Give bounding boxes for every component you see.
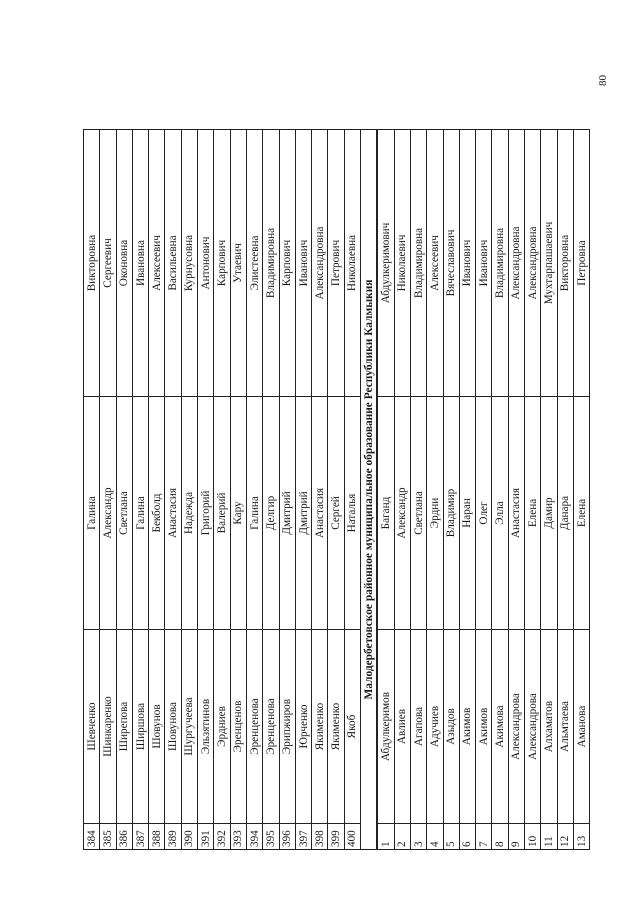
table-row: [476, 130, 492, 850]
patronymic-cell: Курнусовна: [181, 130, 197, 397]
patronymic-cell: Антонович: [198, 130, 214, 397]
first-name-cell: Светлана: [116, 397, 132, 630]
table-row: [328, 130, 344, 850]
first-name-cell: Григорий: [198, 397, 214, 630]
surname-cell: Алхаматов: [541, 630, 557, 824]
row-number: 387: [132, 824, 148, 850]
table-row: [508, 130, 524, 850]
table-row: [132, 130, 148, 850]
patronymic-cell: Оконовна: [116, 130, 132, 397]
patronymic-cell: Владимировна: [492, 130, 508, 397]
row-number: 397: [295, 824, 311, 850]
table-row: [263, 130, 279, 850]
table-row: [116, 130, 132, 850]
table-row: [394, 130, 410, 850]
patronymic-cell: Вячеславович: [443, 130, 459, 397]
patronymic-cell: Элистеевна: [246, 130, 262, 397]
row-number: 9: [508, 824, 524, 850]
row-number: 391: [198, 824, 214, 850]
patronymic-cell: Николаевна: [344, 130, 360, 397]
first-name-cell: Елена: [525, 397, 541, 630]
first-name-cell: Кару: [230, 397, 246, 630]
surname-cell: Эренценова: [263, 630, 279, 824]
row-number: 388: [149, 824, 165, 850]
patronymic-cell: Петрович: [328, 130, 344, 397]
table-row: [377, 130, 394, 850]
first-name-cell: Баганд: [377, 397, 394, 630]
patronymic-cell: Александровна: [312, 130, 328, 397]
surname-cell: Ширепова: [116, 630, 132, 824]
first-name-cell: Эрдни: [427, 397, 443, 630]
surname-cell: Шевченко: [84, 630, 100, 824]
row-number: 12: [557, 824, 573, 850]
patronymic-cell: Абдулкеримович: [377, 130, 394, 397]
table-row: [295, 130, 311, 850]
section-title: Малодербетовское районное муниципальное образование Республики Калмыкия: [361, 130, 378, 850]
row-number: 390: [181, 824, 197, 850]
table-row: [410, 130, 426, 850]
patronymic-cell: Сергеевич: [100, 130, 116, 397]
section-row: [361, 130, 378, 850]
table-row: [246, 130, 262, 850]
row-number: 394: [246, 824, 262, 850]
patronymic-cell: Петровна: [573, 130, 589, 397]
surname-cell: Эрипжиров: [279, 630, 295, 824]
surname-cell: Юрченко: [295, 630, 311, 824]
first-name-cell: Галина: [246, 397, 262, 630]
patronymic-cell: Викторовна: [84, 130, 100, 397]
first-name-cell: Владимир: [443, 397, 459, 630]
surname-cell: Адучиев: [427, 630, 443, 824]
row-number: 396: [279, 824, 295, 850]
table-row: [230, 130, 246, 850]
first-name-cell: Светлана: [410, 397, 426, 630]
surname-cell: Александрова: [508, 630, 524, 824]
surname-cell: Акимова: [492, 630, 508, 824]
table-row: [525, 130, 541, 850]
table-row: [181, 130, 197, 850]
table-row: [84, 130, 100, 850]
first-name-cell: Данара: [557, 397, 573, 630]
patronymic-cell: Иванович: [459, 130, 475, 397]
first-name-cell: Наталья: [344, 397, 360, 630]
patronymic-cell: Ивановна: [132, 130, 148, 397]
surname-cell: Ширшова: [132, 630, 148, 824]
first-name-cell: Валерий: [214, 397, 230, 630]
first-name-cell: Елена: [573, 397, 589, 630]
surname-cell: Шинкаренко: [100, 630, 116, 824]
surname-cell: Абдулкеримов: [377, 630, 394, 824]
row-number: 400: [344, 824, 360, 850]
row-number: 5: [443, 824, 459, 850]
row-number: 384: [84, 824, 100, 850]
first-name-cell: Александр: [394, 397, 410, 630]
surname-cell: Азыдов: [443, 630, 459, 824]
patronymic-cell: Алексеевич: [427, 130, 443, 397]
surname-cell: Шургучеева: [181, 630, 197, 824]
surname-cell: Эренценова: [246, 630, 262, 824]
table-row: [165, 130, 181, 850]
first-name-cell: Делгир: [263, 397, 279, 630]
patronymic-cell: Васильевна: [165, 130, 181, 397]
surname-cell: Акимов: [459, 630, 475, 824]
section-header-body: [361, 130, 378, 850]
first-name-cell: Александр: [100, 397, 116, 630]
first-name-cell: Наран: [459, 397, 475, 630]
first-name-cell: Галина: [84, 397, 100, 630]
surname-cell: Якименко: [312, 630, 328, 824]
first-name-cell: Галина: [132, 397, 148, 630]
row-number: 13: [573, 824, 589, 850]
table-row: [149, 130, 165, 850]
table-row: [573, 130, 589, 850]
surname-cell: Эрдниев: [214, 630, 230, 824]
surname-cell: Эльзятинов: [198, 630, 214, 824]
row-number: 3: [410, 824, 426, 850]
table-row: [443, 130, 459, 850]
first-name-cell: Анастасия: [312, 397, 328, 630]
first-name-cell: Надежда: [181, 397, 197, 630]
surname-cell: Якоб: [344, 630, 360, 824]
patronymic-cell: Карпович: [279, 130, 295, 397]
first-name-cell: Анастасия: [165, 397, 181, 630]
table-row: [100, 130, 116, 850]
row-number: 8: [492, 824, 508, 850]
patronymic-cell: Иванович: [476, 130, 492, 397]
surname-cell: Аманова: [573, 630, 589, 824]
first-name-cell: Олег: [476, 397, 492, 630]
first-name-cell: Дмитрий: [279, 397, 295, 630]
table-row: [427, 130, 443, 850]
table-row: [344, 130, 360, 850]
first-name-cell: Анастасия: [508, 397, 524, 630]
row-number: 385: [100, 824, 116, 850]
surname-cell: Шовунова: [165, 630, 181, 824]
personnel-table: [83, 129, 590, 850]
page-number: 80: [597, 75, 609, 86]
row-number: 395: [263, 824, 279, 850]
surname-cell: Александрова: [525, 630, 541, 824]
row-number: 10: [525, 824, 541, 850]
row-number: 389: [165, 824, 181, 850]
row-number: 4: [427, 824, 443, 850]
row-number: 1: [377, 824, 394, 850]
surname-cell: Акимов: [476, 630, 492, 824]
table-row: [279, 130, 295, 850]
patronymic-cell: Алексеевич: [149, 130, 165, 397]
patronymic-cell: Карпович: [214, 130, 230, 397]
surname-cell: Эренценов: [230, 630, 246, 824]
row-number: 393: [230, 824, 246, 850]
surname-cell: Альмтаева: [557, 630, 573, 824]
table-row: [541, 130, 557, 850]
first-name-cell: Дамир: [541, 397, 557, 630]
row-number: 398: [312, 824, 328, 850]
surname-cell: Агапова: [410, 630, 426, 824]
patronymic-cell: Николаевич: [394, 130, 410, 397]
patronymic-cell: Викторовна: [557, 130, 573, 397]
rotated-table-container: [83, 130, 588, 850]
table-row: [198, 130, 214, 850]
patronymic-cell: Мухтарпашаевич: [541, 130, 557, 397]
patronymic-cell: Иванович: [295, 130, 311, 397]
table-row: [214, 130, 230, 850]
patronymic-cell: Утаевич: [230, 130, 246, 397]
row-number: 11: [541, 824, 557, 850]
table-row: [557, 130, 573, 850]
first-name-cell: Дмитрий: [295, 397, 311, 630]
row-number: 399: [328, 824, 344, 850]
table-row: [312, 130, 328, 850]
surname-cell: Авлиев: [394, 630, 410, 824]
row-number: 7: [476, 824, 492, 850]
table-row: [492, 130, 508, 850]
surname-cell: Якименко: [328, 630, 344, 824]
patronymic-cell: Владимировна: [410, 130, 426, 397]
table-row: [459, 130, 475, 850]
row-number: 386: [116, 824, 132, 850]
first-name-cell: Сергей: [328, 397, 344, 630]
patronymic-cell: Александровна: [525, 130, 541, 397]
surname-cell: Шовунов: [149, 630, 165, 824]
table-body-after: [377, 130, 589, 850]
row-number: 392: [214, 824, 230, 850]
table-body-before: [84, 130, 361, 850]
first-name-cell: Элла: [492, 397, 508, 630]
row-number: 2: [394, 824, 410, 850]
first-name-cell: Бекболд: [149, 397, 165, 630]
patronymic-cell: Владимировна: [263, 130, 279, 397]
row-number: 6: [459, 824, 475, 850]
patronymic-cell: Александровна: [508, 130, 524, 397]
